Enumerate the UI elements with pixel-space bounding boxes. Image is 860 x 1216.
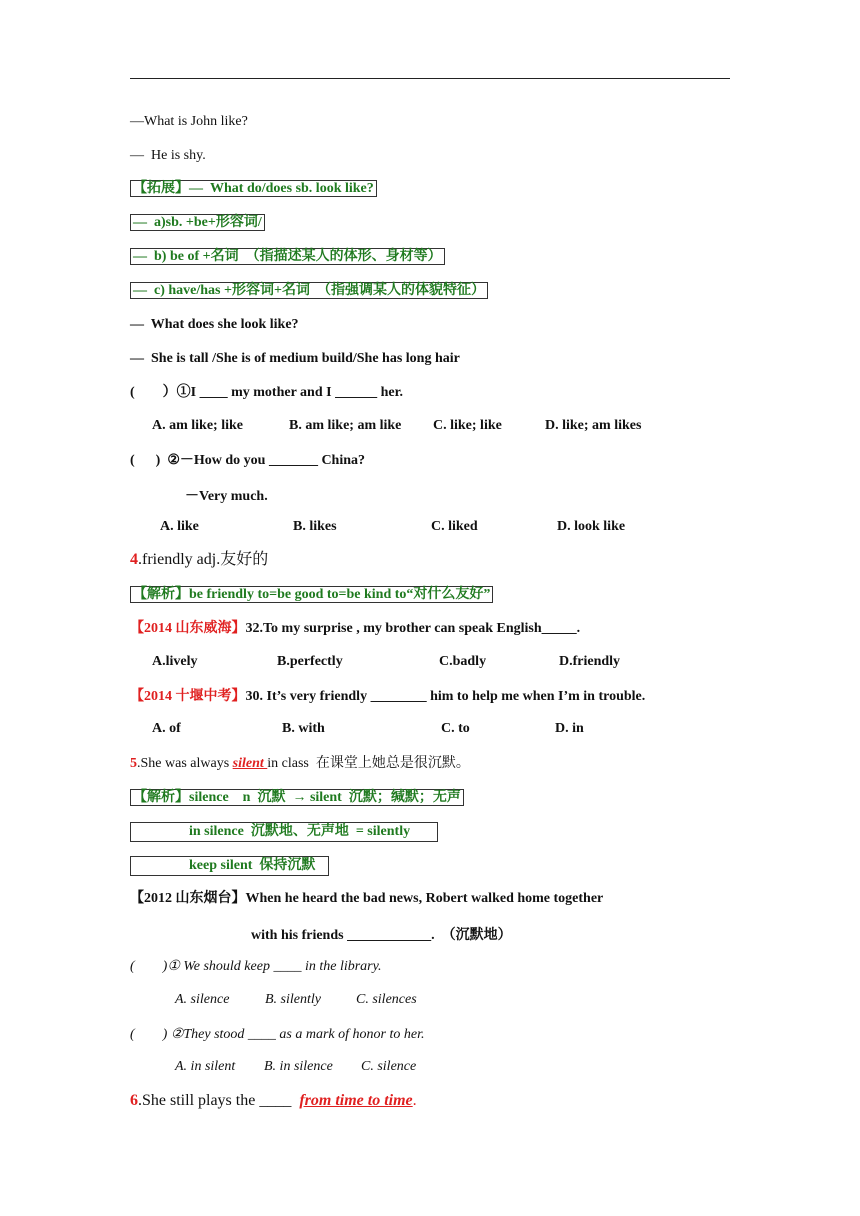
question-32-source: 【2014 山东威海】	[130, 621, 246, 636]
section-5-note-2-line	[130, 822, 438, 842]
exercise-4-option-a: A. in silent	[175, 1059, 236, 1074]
section-6-answer: from time to time	[299, 1092, 413, 1109]
section-5-answer: silent	[232, 756, 268, 771]
extension-b-line	[130, 248, 445, 266]
section-4-heading	[130, 551, 268, 569]
exercise-3-option-b: B. silently	[265, 992, 321, 1007]
section-6-number: 6	[130, 1092, 138, 1109]
section-4-note: 【解析】be friendly to=be good to=be kind to“对什么友好”	[130, 586, 493, 603]
exercise-1-option-c: C. like; like	[433, 418, 502, 433]
extension-a: — a)sb. +be+形容词/	[130, 214, 265, 231]
exercise-1-option-d: D. like; am likes	[545, 418, 642, 433]
exercise-4-option-b: B. in silence	[264, 1059, 333, 1074]
exercise-2-option-b: B. likes	[293, 519, 337, 534]
exercise-1-option-b: B. am like; am like	[289, 418, 402, 433]
question-32-option-b: B.perfectly	[277, 654, 343, 669]
dialog-question: —What is John like?	[130, 114, 248, 129]
extension-title-line	[130, 180, 377, 198]
question-30-source: 【2014 十堰中考】	[130, 689, 246, 704]
extension-c-line	[130, 282, 488, 300]
section-5-number: 5	[130, 756, 137, 771]
section-4-text: .friendly adj.友好的	[138, 551, 269, 568]
exercise-3-option-c: C. silences	[356, 992, 417, 1007]
section-5-note-1: 【解析】silence n 沉默 → silent 沉默；缄默；无声	[130, 789, 464, 806]
section-5-note-2: in silence 沉默地、无声地 = silently	[130, 822, 438, 842]
section-5-note-1-line	[130, 789, 464, 807]
extension-a-line	[130, 214, 265, 232]
extension-c: — c) have/has +形容词+名词 （指强调某人的体貌特征）	[130, 282, 488, 299]
exercise-3-option-a: A. silence	[175, 992, 230, 1007]
question-2012	[130, 890, 603, 908]
exercise-2-option-d: D. look like	[557, 519, 626, 534]
question-30-option-a: A. of	[152, 721, 181, 736]
exercise-2-option-c: C. liked	[431, 519, 478, 534]
question-2012-line-2: with his friends ____________. （沉默地）	[251, 928, 512, 943]
exercise-2-stem: ( ) ②－How do you _______ China?	[130, 453, 366, 468]
question-2012-source: 【2012 山东烟台】	[130, 891, 246, 906]
exercise-3-stem: ( )① We should keep ____ in the library.	[130, 959, 382, 974]
section-6-heading	[130, 1092, 417, 1110]
question-32	[130, 620, 580, 638]
exercise-4-stem: ( ) ②They stood ____ as a mark of honor to her.	[130, 1027, 425, 1042]
question-30-option-d: D. in	[555, 721, 584, 736]
extension-title: 【拓展】— What do/does sb. look like?	[130, 180, 377, 197]
question-30-option-b: B. with	[282, 721, 325, 736]
exercise-2-reply: －Very much.	[185, 489, 268, 504]
question-32-option-c: C.badly	[439, 654, 487, 669]
question-2012-line-1: When he heard the bad news, Robert walked home together	[245, 891, 604, 906]
section-4-note-line	[130, 586, 493, 604]
question-32-option-d: D.friendly	[559, 654, 621, 669]
header-rule	[130, 78, 730, 79]
question-32-stem: 32.To my surprise , my brother can speak English_____.	[245, 621, 581, 636]
exercise-2-option-a: A. like	[160, 519, 199, 534]
section-5-heading	[130, 755, 470, 773]
question-32-option-a: A.lively	[152, 654, 198, 669]
section-5-post: in class 在课堂上她总是很沉默。	[267, 756, 470, 771]
dialog-answer: — He is shy.	[130, 148, 206, 163]
extension-b: — b) be of +名词 （指描述某人的体形、身材等）	[130, 248, 445, 265]
question-30	[130, 688, 645, 706]
section-5-note-3-line	[130, 856, 329, 876]
look-question: — What does she look like?	[130, 317, 299, 332]
exercise-4-option-c: C. silence	[361, 1059, 417, 1074]
question-30-option-c: C. to	[441, 721, 470, 736]
exercise-1-option-a: A. am like; like	[152, 418, 243, 433]
look-answer: — She is tall /She is of medium build/She has long hair	[130, 351, 460, 366]
section-4-number: 4	[130, 551, 138, 568]
exercise-1-stem: ( ）①I ____ my mother and I ______ her.	[130, 385, 404, 400]
section-6-post: .	[412, 1092, 417, 1109]
question-30-stem: 30. It’s very friendly ________ him to help me when I’m in trouble.	[245, 689, 646, 704]
section-6-pre: .She still plays the ____	[138, 1092, 300, 1109]
section-5-note-3: keep silent 保持沉默	[130, 856, 329, 876]
section-5-pre: .She was always	[137, 756, 233, 771]
